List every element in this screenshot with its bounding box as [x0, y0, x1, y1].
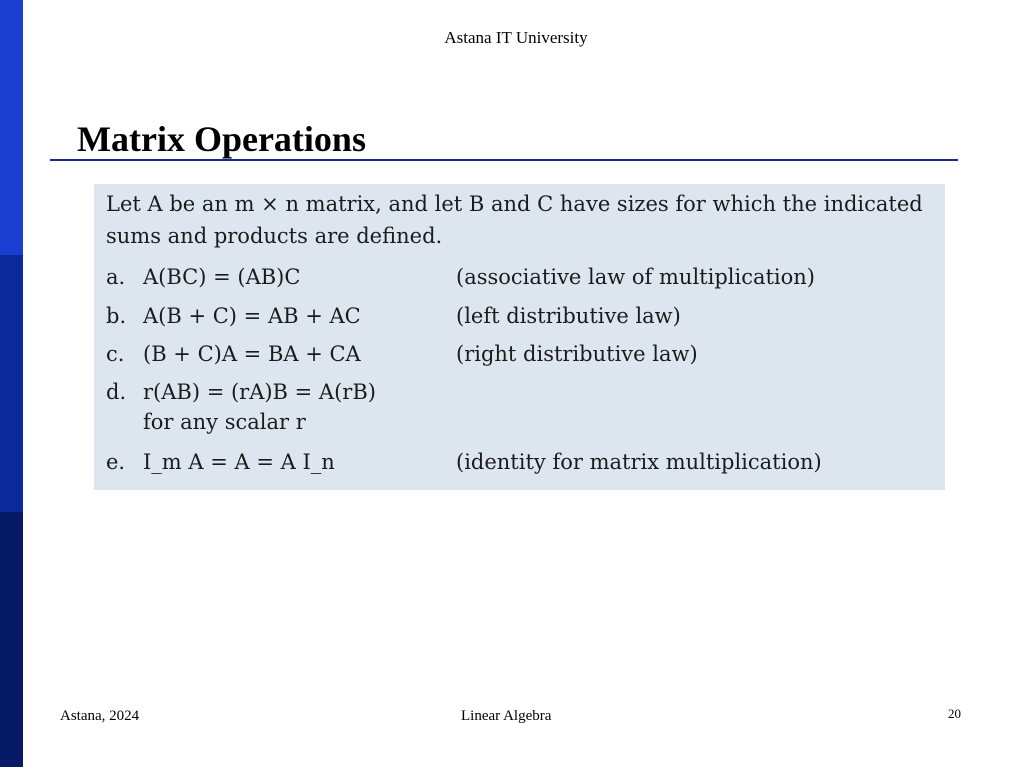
item-expression: A(BC) = (AB)C: [143, 265, 301, 289]
slide-title: Matrix Operations: [77, 119, 366, 159]
title-underline: [50, 159, 958, 161]
theorem-intro: Let A be an m × n matrix, and let B and C have sizes for which the indicated sums and products are defined.: [106, 192, 923, 248]
item-expression: (B + C)A = BA + CA: [143, 342, 361, 366]
theorem-box: [94, 184, 945, 490]
item-description: (left distributive law): [456, 304, 681, 328]
item-description: (associative law of multiplication): [456, 265, 815, 289]
footer-location-date: Astana, 2024: [60, 708, 140, 724]
item-description: (identity for matrix multiplication): [456, 450, 822, 474]
item-note: for any scalar r: [143, 410, 306, 434]
item-label: d.: [106, 380, 127, 404]
item-label: b.: [106, 304, 127, 328]
sidebar-segment-middle: [0, 255, 23, 512]
sidebar-segment-top: [0, 0, 23, 255]
item-label: a.: [106, 265, 126, 289]
item-label: c.: [106, 342, 125, 366]
footer-course-name: Linear Algebra: [461, 708, 552, 724]
item-description: (right distributive law): [456, 342, 698, 366]
sidebar-stripe: [0, 0, 23, 767]
item-expression: I_m A = A = A I_n: [143, 450, 335, 474]
sidebar-segment-bottom: [0, 512, 23, 767]
item-label: e.: [106, 450, 126, 474]
page-number: 20: [948, 706, 961, 721]
slide-header: Astana IT University: [444, 28, 588, 47]
item-expression: A(B + C) = AB + AC: [143, 304, 361, 328]
item-expression: r(AB) = (rA)B = A(rB): [143, 380, 376, 404]
